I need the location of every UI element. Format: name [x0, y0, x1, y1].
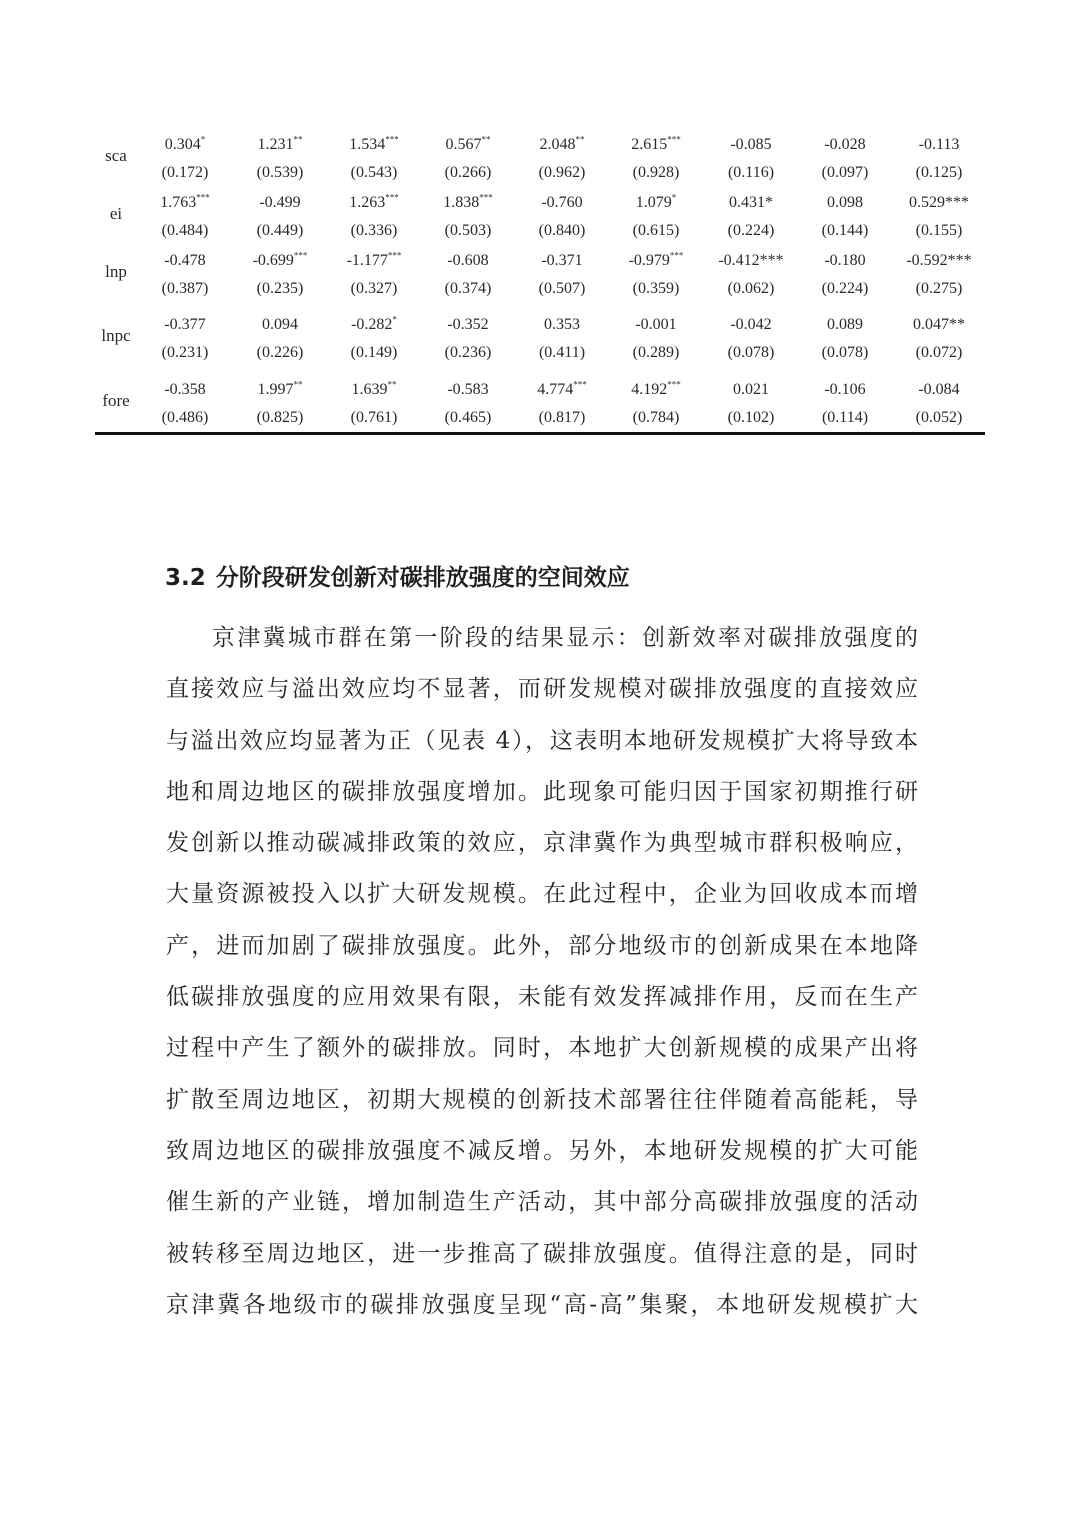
- significance-mark: ***: [573, 379, 587, 390]
- variable-label: lnp: [105, 262, 127, 281]
- coefficient-cell: [138, 135, 232, 155]
- standard-error-cell: (0.102): [727, 409, 775, 426]
- coefficient-cell: [798, 135, 892, 155]
- paragraph-line: 过程中产生了额外的碳排放。同时，本地扩大创新规模的成果产出将: [166, 1035, 918, 1062]
- coefficient-value: 0.431*: [729, 194, 773, 211]
- paragraph-line: 直接效应与溢出效应均不显著，而研发规模对碳排放强度的直接效应: [166, 676, 918, 703]
- significance-mark: **: [293, 134, 303, 145]
- coefficient-cell: [421, 135, 515, 155]
- coefficient-value: 0.094: [262, 316, 298, 333]
- coefficient-value: -0.699: [252, 252, 294, 269]
- standard-error-cell: (0.224): [821, 280, 869, 297]
- standard-error-cell: (0.125): [915, 164, 963, 181]
- paragraph-line: 发创新以推动碳减排政策的效应，京津冀作为典型城市群积极响应，: [166, 830, 918, 857]
- coefficient-value: 0.353: [544, 316, 580, 333]
- coefficient-value: 0.098: [827, 194, 863, 211]
- coefficient-value: -0.113: [918, 136, 960, 153]
- standard-error-cell: (0.503): [444, 222, 492, 239]
- coefficient-cell: [233, 135, 327, 155]
- variable-label: lnpc: [101, 326, 131, 345]
- paragraph-line: 低碳排放强度的应用效果有限，未能有效发挥减排作用，反而在生产: [166, 984, 918, 1011]
- coefficient-cell: [138, 315, 232, 335]
- significance-mark: **: [293, 379, 303, 390]
- coefficient-value: 0.529***: [909, 194, 969, 211]
- standard-error-cell: (0.236): [444, 344, 492, 361]
- coefficient-value: 1.079: [635, 194, 672, 211]
- standard-error-cell: (0.226): [256, 344, 304, 361]
- section-number: 3.2: [165, 565, 206, 591]
- standard-error-cell: (0.615): [632, 222, 680, 239]
- coefficient-value: -0.979: [628, 252, 670, 269]
- coefficient-cell: [327, 135, 421, 155]
- standard-error-cell: (0.539): [256, 164, 304, 181]
- standard-error-cell: (0.275): [915, 280, 963, 297]
- standard-error-cell: (0.144): [821, 222, 869, 239]
- coefficient-cell: [138, 380, 232, 400]
- coefficient-value: -0.760: [541, 194, 583, 211]
- standard-error-cell: (0.761): [350, 409, 398, 426]
- standard-error-cell: (0.149): [350, 344, 398, 361]
- section-heading: [165, 561, 630, 595]
- coefficient-value: 0.567: [445, 136, 482, 153]
- coefficient-value: -0.583: [447, 381, 489, 398]
- table-row: [95, 130, 985, 186]
- variable-label: ei: [109, 204, 123, 223]
- coefficient-value: 1.534: [349, 136, 386, 153]
- significance-mark: ***: [196, 192, 210, 203]
- standard-error-cell: (0.507): [538, 280, 586, 297]
- standard-error-cell: (0.449): [256, 222, 304, 239]
- coefficient-cell: [892, 380, 986, 400]
- standard-error-cell: (0.411): [538, 344, 586, 361]
- table-row: [95, 188, 985, 244]
- significance-mark: ***: [479, 192, 493, 203]
- significance-mark: ***: [667, 379, 681, 390]
- coefficient-value: 0.021: [733, 381, 769, 398]
- standard-error-cell: (0.825): [256, 409, 304, 426]
- coefficient-cell: [421, 380, 515, 400]
- standard-error-cell: (0.928): [632, 164, 680, 181]
- coefficient-cell: [327, 251, 421, 271]
- standard-error-cell: (0.078): [727, 344, 775, 361]
- coefficient-cell: [892, 193, 986, 213]
- coefficient-value: -0.608: [447, 252, 489, 269]
- coefficient-value: 2.615: [631, 136, 668, 153]
- coefficient-cell: [798, 251, 892, 271]
- coefficient-cell: [892, 315, 986, 335]
- variable-label: fore: [102, 391, 130, 410]
- coefficient-cell: [138, 251, 232, 271]
- coefficient-value: -0.377: [164, 316, 206, 333]
- paragraph-line: 与溢出效应均显著为正（见表 4），这表明本地研发规模扩大将导致本: [166, 727, 918, 754]
- standard-error-cell: (0.784): [632, 409, 680, 426]
- coefficient-value: 0.047**: [913, 316, 965, 333]
- coefficient-cell: [327, 193, 421, 213]
- coefficient-value: 1.231: [257, 136, 294, 153]
- coefficient-cell: [609, 315, 703, 335]
- coefficient-value: 4.192: [631, 381, 668, 398]
- coefficient-value: 1.763: [160, 194, 197, 211]
- standard-error-cell: (0.097): [821, 164, 869, 181]
- paragraph-line: 扩散至周边地区，初期大规模的创新技术部署往往伴随着高能耗，导: [166, 1086, 918, 1113]
- paragraph-line: 产，进而加剧了碳排放强度。此外，部分地级市的创新成果在本地降: [166, 932, 918, 959]
- variable-label: sca: [105, 146, 127, 165]
- standard-error-cell: (0.336): [350, 222, 398, 239]
- significance-mark: **: [387, 379, 397, 390]
- paragraph-line: 京津冀城市群在第一阶段的结果显示：创新效率对碳排放强度的: [212, 625, 918, 651]
- significance-mark: ***: [387, 250, 402, 261]
- coefficient-value: 0.304: [164, 136, 201, 153]
- standard-error-cell: (0.387): [161, 280, 209, 297]
- coefficient-cell: [704, 251, 798, 271]
- paragraph-line: 被转移至周边地区，进一步推高了碳排放强度。值得注意的是，同时: [166, 1240, 918, 1267]
- paragraph-line: 地和周边地区的碳排放强度增加。此现象可能归因于国家初期推行研: [166, 778, 918, 805]
- coefficient-cell: [798, 315, 892, 335]
- standard-error-cell: (0.359): [632, 280, 680, 297]
- coefficient-cell: [515, 380, 609, 400]
- coefficient-cell: [233, 380, 327, 400]
- standard-error-cell: (0.543): [350, 164, 398, 181]
- standard-error-cell: (0.327): [350, 280, 398, 297]
- standard-error-cell: (0.052): [915, 409, 963, 426]
- significance-mark: ***: [385, 192, 399, 203]
- coefficient-cell: [798, 193, 892, 213]
- coefficient-value: -0.001: [635, 316, 677, 333]
- coefficient-value: -0.085: [730, 136, 772, 153]
- standard-error-cell: (0.289): [632, 344, 680, 361]
- table-row: [95, 310, 985, 366]
- standard-error-cell: (0.817): [538, 409, 586, 426]
- coefficient-cell: [421, 251, 515, 271]
- standard-error-cell: (0.062): [727, 280, 775, 297]
- standard-error-cell: (0.374): [444, 280, 492, 297]
- section-title: 分阶段研发创新对碳排放强度的空间效应: [215, 565, 630, 591]
- standard-error-cell: (0.231): [161, 344, 209, 361]
- paragraph-line: 大量资源被投入以扩大研发规模。在此过程中，企业为回收成本而增: [166, 881, 918, 908]
- significance-mark: *: [392, 314, 397, 325]
- coefficient-cell: [327, 380, 421, 400]
- coefficient-cell: [233, 315, 327, 335]
- table-row: [95, 246, 985, 302]
- coefficient-value: -0.084: [918, 381, 960, 398]
- standard-error-cell: (0.116): [727, 164, 775, 181]
- standard-error-cell: (0.465): [444, 409, 492, 426]
- standard-error-cell: (0.486): [161, 409, 209, 426]
- coefficient-value: 1.639: [351, 381, 388, 398]
- coefficient-cell: [798, 380, 892, 400]
- coefficient-cell: [609, 380, 703, 400]
- table-row: [95, 375, 985, 431]
- significance-mark: ***: [669, 250, 684, 261]
- standard-error-cell: (0.962): [538, 164, 586, 181]
- coefficient-cell: [233, 193, 327, 213]
- significance-mark: *: [200, 134, 206, 145]
- coefficient-cell: [138, 193, 232, 213]
- standard-error-cell: (0.235): [256, 280, 304, 297]
- significance-mark: ***: [667, 134, 681, 145]
- standard-error-cell: (0.840): [538, 222, 586, 239]
- coefficient-cell: [892, 251, 986, 271]
- coefficient-value: 2.048: [539, 136, 576, 153]
- coefficient-value: -0.352: [447, 316, 489, 333]
- table-bottom-rule: [95, 432, 985, 435]
- coefficient-cell: [609, 135, 703, 155]
- coefficient-cell: [421, 193, 515, 213]
- standard-error-cell: (0.484): [161, 222, 209, 239]
- coefficient-value: -0.028: [824, 136, 866, 153]
- coefficient-value: 1.263: [349, 194, 386, 211]
- coefficient-cell: [515, 193, 609, 213]
- coefficient-value: 1.997: [257, 381, 294, 398]
- coefficient-cell: [609, 193, 703, 213]
- significance-mark: *: [671, 192, 677, 203]
- coefficient-cell: [704, 135, 798, 155]
- coefficient-value: -0.412***: [718, 252, 784, 269]
- regression-table: [95, 130, 985, 436]
- coefficient-value: -0.358: [164, 381, 206, 398]
- paragraph-line: 京津冀各地级市的碳排放强度呈现“高-高”集聚，本地研发规模扩大: [166, 1291, 918, 1318]
- paragraph-line: 催生新的产业链，增加制造生产活动，其中部分高碳排放强度的活动: [166, 1189, 918, 1216]
- coefficient-cell: [892, 135, 986, 155]
- coefficient-value: 4.774: [537, 381, 574, 398]
- standard-error-cell: (0.072): [915, 344, 963, 361]
- coefficient-cell: [327, 315, 421, 335]
- body-paragraph: [166, 613, 918, 1331]
- coefficient-cell: [515, 315, 609, 335]
- coefficient-value: -0.042: [730, 316, 772, 333]
- coefficient-value: -0.180: [824, 252, 866, 269]
- coefficient-cell: [704, 315, 798, 335]
- coefficient-value: -0.592***: [906, 252, 972, 269]
- coefficient-value: 0.089: [827, 316, 863, 333]
- standard-error-cell: (0.224): [727, 222, 775, 239]
- paragraph-line: 致周边地区的碳排放强度不减反增。另外，本地研发规模的扩大可能: [166, 1137, 918, 1164]
- coefficient-value: -0.499: [259, 194, 301, 211]
- coefficient-value: -1.177: [346, 252, 388, 269]
- significance-mark: **: [575, 134, 585, 145]
- coefficient-value: -0.282: [351, 316, 393, 333]
- significance-mark: **: [481, 134, 491, 145]
- standard-error-cell: (0.078): [821, 344, 869, 361]
- coefficient-value: -0.371: [541, 252, 583, 269]
- standard-error-cell: (0.155): [915, 222, 963, 239]
- coefficient-cell: [609, 251, 703, 271]
- standard-error-cell: (0.114): [821, 409, 869, 426]
- coefficient-value: 1.838: [443, 194, 480, 211]
- coefficient-cell: [515, 135, 609, 155]
- coefficient-cell: [704, 193, 798, 213]
- coefficient-value: -0.478: [164, 252, 206, 269]
- standard-error-cell: (0.172): [161, 164, 209, 181]
- coefficient-cell: [515, 251, 609, 271]
- standard-error-cell: (0.266): [444, 164, 492, 181]
- coefficient-cell: [421, 315, 515, 335]
- significance-mark: ***: [293, 250, 308, 261]
- significance-mark: ***: [385, 134, 399, 145]
- coefficient-cell: [704, 380, 798, 400]
- coefficient-value: -0.106: [824, 381, 866, 398]
- coefficient-cell: [233, 251, 327, 271]
